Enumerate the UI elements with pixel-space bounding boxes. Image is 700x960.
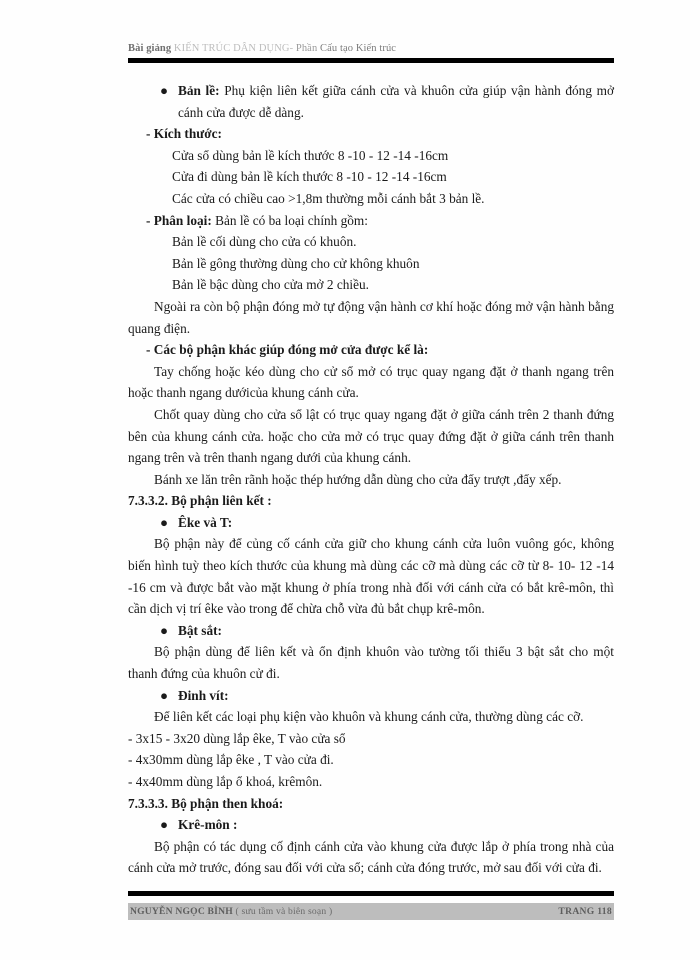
bullet-icon: ● xyxy=(160,514,169,530)
paragraph-banh-xe: Bánh xe lăn trên rãnh hoặc thép hướng dẫn dùng cho cửa đẩy trượt ,đẩy xếp. xyxy=(154,471,562,487)
list-item-eke-va-t xyxy=(128,512,614,534)
vit-spec-line-1: - 3x15 - 3x20 dùng lắp êke, T vào cửa sổ xyxy=(128,730,346,746)
list-item-dinh-vit xyxy=(128,685,614,707)
footer-author-name: NGUYỄN NGỌC BÌNH xyxy=(130,906,233,917)
sub-line-kich-thuoc-3: Các cửa có chiều cao >1,8m thường mỗi cánh bắt 3 bản lề. xyxy=(172,190,485,206)
footer-author-note: ( sưu tầm và biên soạn ) xyxy=(232,906,333,917)
section-heading-7-3-3-3: 7.3.3.3. Bộ phận then khoá: xyxy=(128,795,284,811)
kre-mon-label: Krê-môn : xyxy=(178,817,238,833)
heading-phan-loai xyxy=(128,210,614,232)
bullet-icon: ● xyxy=(160,817,169,833)
list-item-bat-sat xyxy=(128,620,614,642)
bat-sat-label: Bật sắt: xyxy=(178,622,222,638)
footer-author xyxy=(130,906,332,917)
vit-spec-line-3: - 4x40mm dùng lắp ổ khoá, krêmôn. xyxy=(128,774,323,789)
header-light-part: KIẾN TRÚC DÂN DỤNG- xyxy=(171,43,294,54)
sub-line-phan-loai-1: Bản lề cối dùng cho cửa có khuôn. xyxy=(172,234,357,250)
sub-line-kich-thuoc-1: Cửa sổ dùng bản lề kích thước 8 -10 - 12 -14 -16cm xyxy=(172,147,449,163)
footer-divider-rule xyxy=(128,891,614,896)
header-bold-prefix: Bài giảng xyxy=(128,43,172,54)
header-divider-rule xyxy=(128,58,614,63)
header-mid-part: Phần xyxy=(293,43,318,54)
eke-va-t-label: Êke và T: xyxy=(178,514,233,530)
paragraph-bat-sat: Bộ phận dùng để liên kết và ổn định khuôn vào tường tối thiểu 3 bật sắt cho một thanh đứng của khuôn cử đi. xyxy=(128,644,614,682)
page-header xyxy=(128,38,614,56)
list-item-kre-mon xyxy=(128,814,614,836)
paragraph-ngoai-ra: Ngoài ra còn bộ phận đóng mở tự động vận hành cơ khí hoặc đóng mở vận hành bằng quang điện. xyxy=(128,298,614,336)
document-body xyxy=(128,80,614,879)
paragraph-eke: Bộ phận này để củng cố cánh cửa giữ cho khung cánh cửa luôn vuông góc, không biến hình tuỳ theo kích thước của khung mà dùng các cỡ mà dùng các cỡ từ 8- 10- 12 -14 -16 cm và được bắt vào mặt khung ở phía trong nhà đối với cánh cửa có bắt krê-môn, thì cần dịch vị trí êke vào trong để chừa chỗ vừa đủ bắt chụp krê-môn. xyxy=(128,536,614,617)
phan-loai-rest: Bản lề có ba loại chính gồm: xyxy=(211,212,368,228)
ban-le-label: Bản lề: xyxy=(178,83,220,98)
paragraph-dinh-vit: Để liên kết các loại phụ kiện vào khuôn và khung cánh cửa, thường dùng các cỡ. xyxy=(154,709,584,725)
paragraph-kre-mon: Bộ phận có tác dụng cố định cánh cửa vào khung cửa được lắp ở phía trong nhà của cánh cửa mở trước, đóng sau đối với cửa sổ; cánh cửa đóng trước, mở sau đối với cửa đi. xyxy=(128,838,614,876)
paragraph-tay-chong: Tay chống hoặc kéo dùng cho cử sổ mở có trục quay ngang đặt ở thanh ngang trên hoặc thanh ngang dướicủa khung cánh cửa. xyxy=(128,363,614,401)
sub-line-phan-loai-3: Bản lề bậc dùng cho cửa mở 2 chiều. xyxy=(172,277,370,293)
paragraph-chot-quay: Chốt quay dùng cho cửa sổ lật có trục quay ngang đặt ở giữa cánh trên 2 thanh đứng bên của khung cánh cửa. hoặc cho cửa mở có trục quay đứng đặt ở giữa cánh trên thanh ngang trên và trên thanh ngang dưới của khung cánh. xyxy=(128,406,614,466)
page-footer xyxy=(128,903,614,920)
heading-cac-bo-phan-khac: - Các bộ phận khác giúp đóng mở cửa được kể là: xyxy=(146,342,429,358)
phan-loai-label: - Phân loại: xyxy=(146,212,212,228)
dinh-vit-label: Đinh vít: xyxy=(178,687,229,703)
bullet-icon: ● xyxy=(160,622,169,638)
section-heading-7-3-3-2: 7.3.3.2. Bộ phận liên kết : xyxy=(128,493,272,509)
bullet-icon: ● xyxy=(160,83,169,98)
vit-spec-line-2: - 4x30mm dùng lắp êke , T vào cửa đi. xyxy=(128,752,334,768)
sub-line-kich-thuoc-2: Cửa đi dùng bản lề kích thước 8 -10 - 12 -14 -16cm xyxy=(172,169,447,185)
bullet-icon: ● xyxy=(160,687,169,703)
header-text xyxy=(128,42,396,56)
heading-kich-thuoc: - Kích thước: xyxy=(146,126,222,142)
sub-line-phan-loai-2: Bản lề gông thường dùng cho cử không khuôn xyxy=(172,255,420,271)
header-dark-part: Cấu tạo Kiến trúc xyxy=(317,43,397,54)
list-item-ban-le xyxy=(128,80,614,123)
footer-page-number: TRANG 118 xyxy=(558,906,612,917)
ban-le-text: Phụ kiện liên kết giữa cánh cửa và khuôn cửa giúp vận hành đóng mở cánh cửa được dễ dàng. xyxy=(178,83,614,120)
